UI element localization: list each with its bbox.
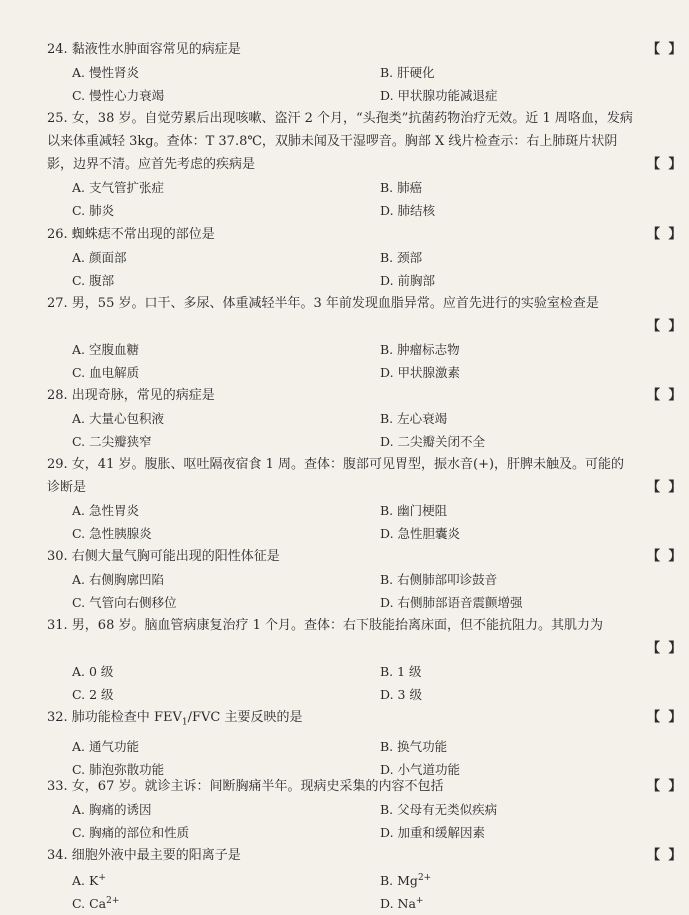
- option-c: C. 腹部: [72, 273, 115, 288]
- question-30: [47, 545, 684, 614]
- question-stem: 34. 细胞外液中最主要的阳离子是: [47, 848, 241, 863]
- answer-bracket: 【 】: [647, 641, 684, 656]
- answer-bracket: 【 】: [647, 388, 684, 403]
- option-d: D. 甲状腺功能减退症: [380, 88, 498, 103]
- stem-sub: 1: [181, 717, 188, 728]
- stem-post: /FVC 主要反映的是: [187, 710, 303, 725]
- question-stem: 33. 女，67 岁。就诊主诉：间断胸痛半年。现病史采集的内容不包括: [47, 779, 444, 794]
- question-stem: 26. 蜘蛛痣不常出现的部位是: [47, 227, 215, 242]
- option-c: C. 2 级: [72, 687, 114, 702]
- option-b: B. 肝硬化: [380, 65, 435, 80]
- option-d: D. 急性胆囊炎: [380, 526, 461, 541]
- option-c: C. 气管向右侧移位: [72, 595, 177, 610]
- question-26: [47, 223, 684, 292]
- option-b: B. 颈部: [380, 250, 423, 265]
- question-28: [47, 384, 684, 453]
- answer-bracket: 【 】: [647, 549, 684, 564]
- question-stem: 30. 右侧大量气胸可能出现的阳性体征是: [47, 549, 280, 564]
- option-a: A. 通气功能: [72, 738, 139, 754]
- option-a: A. 颜面部: [72, 250, 127, 265]
- option-d: D. 前胸部: [380, 273, 436, 288]
- option-c: C. 慢性心力衰竭: [72, 88, 165, 103]
- option-c: C. 急性胰腺炎: [72, 526, 152, 541]
- option-a: A. 胸痛的诱因: [72, 802, 152, 817]
- option-a: A. 空腹血糖: [72, 342, 139, 357]
- question-stem: 29. 女，41 岁。腹胀、呕吐隔夜宿食 1 周。查体：腹部可见胃型，振水音(+)，肝脾未触及。可能的诊断是: [47, 457, 625, 495]
- option-c: C. 血电解质: [72, 365, 140, 380]
- question-25: [47, 107, 684, 222]
- option-c: C. 胸痛的部位和性质: [72, 825, 190, 840]
- option-b: B. 右侧肺部叩诊鼓音: [380, 572, 498, 587]
- option-d: D. 加重和缓解因素: [380, 825, 486, 840]
- answer-bracket: 【 】: [647, 227, 684, 242]
- question-32: [47, 706, 684, 781]
- option-c: C. 肺泡弥散功能: [72, 761, 165, 777]
- option-d: D. 右侧肺部语音震颤增强: [380, 595, 523, 610]
- option-d: D. 甲状腺激素: [380, 365, 461, 380]
- answer-bracket: 【 】: [647, 779, 684, 794]
- question-31: [47, 614, 684, 706]
- option-a: A. 支气管扩张症: [72, 180, 164, 195]
- option-d: D. 二尖瓣关闭不全: [380, 434, 486, 449]
- answer-bracket: 【 】: [647, 848, 684, 863]
- question-33: [47, 775, 684, 844]
- option-b: B. 左心衰竭: [380, 411, 448, 426]
- answer-bracket: 【 】: [647, 319, 684, 334]
- option-a: A. 右侧胸廓凹陷: [72, 572, 164, 587]
- option-d: D. 肺结核: [380, 203, 436, 218]
- option-a: A. 慢性肾炎: [72, 65, 139, 80]
- question-stem: [47, 706, 647, 735]
- option-b: B. 肺癌: [380, 180, 423, 195]
- option-d: D. Na+: [380, 896, 424, 912]
- question-27: [47, 292, 684, 384]
- option-a: A. K+: [72, 873, 106, 889]
- question-24: [47, 38, 684, 107]
- option-a: A. 大量心包积液: [72, 411, 164, 426]
- answer-bracket: 【 】: [647, 480, 684, 495]
- question-34: [47, 844, 684, 913]
- question-stem: 27. 男，55 岁。口干、多尿、体重减轻半年。3 年前发现血脂异常。应首先进行的实验室检查是: [47, 296, 599, 311]
- option-a: A. 0 级: [72, 664, 114, 679]
- option-d: D. 3 级: [380, 687, 422, 702]
- question-29: [47, 453, 684, 545]
- answer-bracket: 【 】: [647, 157, 684, 172]
- answer-bracket: 【 】: [647, 710, 684, 725]
- question-stem: 28. 出现奇脉，常见的病症是: [47, 388, 215, 403]
- option-b: B. 1 级: [380, 664, 422, 679]
- option-a: A. 急性胃炎: [72, 503, 139, 518]
- option-c: C. $Ca^{2+}$: [72, 896, 120, 912]
- answer-bracket: 【 】: [647, 42, 684, 57]
- option-c: C. 二尖瓣狭窄: [72, 434, 152, 449]
- option-b: B. 换气功能: [380, 738, 448, 754]
- option-b: B. 肿瘤标志物: [380, 342, 460, 357]
- option-d: D. 小气道功能: [380, 761, 461, 777]
- option-c: C. 肺炎: [72, 203, 115, 218]
- option-b: B. 父母有无类似疾病: [380, 802, 498, 817]
- option-b: B. 幽门梗阻: [380, 503, 448, 518]
- stem-pre: 32. 肺功能检查中 FEV: [47, 710, 182, 725]
- question-stem: 24. 黏液性水肿面容常见的病症是: [47, 42, 241, 57]
- question-stem: 31. 男，68 岁。脑血管病康复治疗 1 个月。查体：右下肢能抬离床面，但不能抗阻力。其肌力为: [47, 618, 604, 633]
- question-stem: 25. 女，38 岁。自觉劳累后出现咳嗽、盗汗 2 个月，“头孢类”抗菌药物治疗无效。近 1 周咯血，发病以来体重减轻 3kg。查体：T 37.8℃，双肺未闻及干湿啰音。胸部 X 线片检查示：右上肺斑片状阴影，边界不清。应首先考虑的疾病是: [47, 111, 633, 172]
- option-b: B. $Mg^{2+}$: [380, 873, 432, 889]
